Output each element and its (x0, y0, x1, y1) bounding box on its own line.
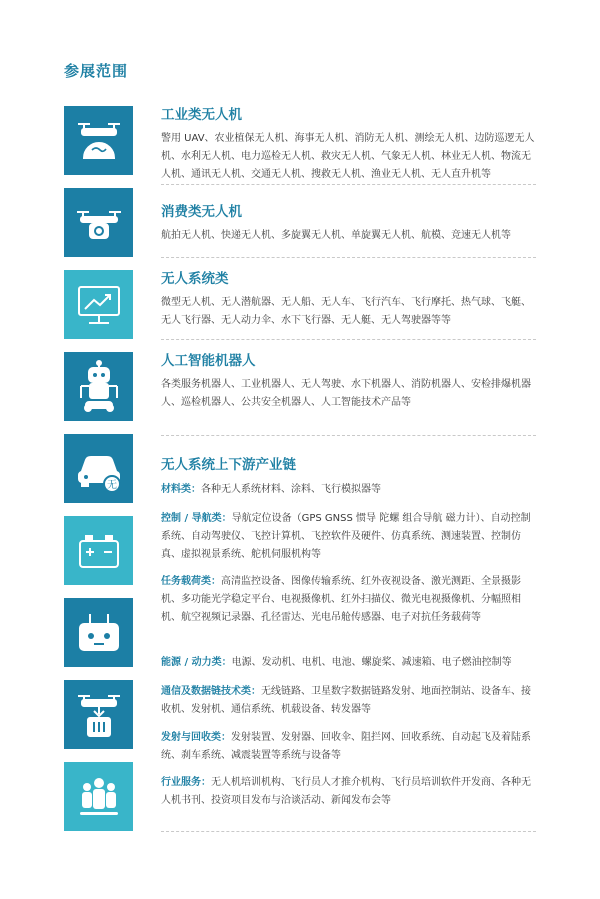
category-title: 消费类无人机 (161, 204, 242, 220)
category-title: 工业类无人机 (161, 107, 242, 123)
category-description: 警用 UAV、农业植保无人机、海事无人机、消防无人机、测绘无人机、边防巡逻无人机、水利无人机、电力巡检无人机、救灾无人机、气象无人机、林业无人机、物流无人机、通讯无人机、交通无人机、搜救无人机、渔业无人机、无人直升机等 (161, 133, 535, 180)
divider (161, 257, 536, 258)
chain-item-text: 各种无人系统材料、涂料、飞行模拟器等 (201, 484, 381, 495)
chain-item-text: 无线链路、卫星数字数据链路发射、地面控制站、设备车、接收机、发射机、通信系统、机载设备、转发器等 (161, 686, 531, 715)
category-industrial-drones (161, 106, 536, 184)
category-title: 无人系统类 (161, 271, 229, 287)
chain-item-power (161, 654, 536, 672)
divider (161, 184, 536, 185)
category-unmanned-systems (161, 270, 536, 330)
drone-camera-icon (64, 188, 133, 257)
chain-item-text: 发射装置、发射器、回收伞、阻拦网、回收系统、自动起飞及着陆系统、刹车系统、减震装置等系统与设备等 (161, 732, 531, 761)
chain-item-industry-services (161, 774, 536, 810)
category-industry-chain (161, 456, 536, 474)
robot-icon (64, 352, 133, 421)
chain-item-launch-recovery (161, 729, 536, 765)
monitor-chart-icon (64, 270, 133, 339)
svg-text:无: 无 (106, 479, 117, 491)
chain-item-text: 电源、发动机、电机、电池、螺旋桨、减速箱、电子燃油控制等 (231, 657, 512, 668)
chain-item-label: 能源 / 动力类： (161, 657, 232, 668)
controller-icon (64, 598, 133, 667)
category-title: 人工智能机器人 (161, 353, 256, 369)
category-title: 无人系统上下游产业链 (161, 457, 296, 473)
chain-item-label: 发射与回收类： (161, 732, 231, 743)
chain-item-communications (161, 683, 536, 719)
chain-item-payload (161, 573, 536, 627)
chain-item-label: 任务载荷类： (161, 576, 221, 587)
chain-item-label: 通信及数据链技术类： (161, 686, 261, 697)
chain-item-label: 材料类： (161, 484, 201, 495)
category-consumer-drones (161, 203, 536, 245)
chain-item-text: 高清监控设备、图像传输系统、红外夜视设备、激光测距、全景摄影机、多功能光学稳定平台、电视摄像机、红外扫描仪、微光电视摄像机、分幅照相机、航空视频记录器、孔径雷达、光电吊舱传感器、电子对抗任务载荷等 (161, 576, 521, 623)
divider (161, 339, 536, 340)
divider (161, 435, 536, 436)
chain-item-text: 无人机培训机构、飞行员人才推介机构、飞行员培训软件开发商、各种无人机书刊、投资项目发布与洽谈活动、新闻发布会等 (161, 777, 531, 806)
category-description: 微型无人机、无人潜航器、无人船、无人车、飞行汽车、飞行摩托、热气球、飞艇、无人飞行器、无人动力伞、水下飞行器、无人艇、无人驾驶器等等 (161, 297, 531, 326)
category-description: 各类服务机器人、工业机器人、无人驾驶、水下机器人、消防机器人、安检排爆机器人、巡检机器人、公共安全机器人、人工智能技术产品等 (161, 379, 531, 408)
drone-globe-icon (64, 106, 133, 175)
chain-item-materials (161, 481, 536, 499)
drone-delivery-icon (64, 680, 133, 749)
category-description: 航拍无人机、快递无人机、多旋翼无人机、单旋翼无人机、航模、竞速无人机等 (161, 230, 511, 241)
car-icon (64, 434, 133, 503)
category-ai-robots (161, 352, 536, 412)
chain-item-text: 导航定位设备（GPS GNSS 惯导 陀螺 组合导航 磁力计）、自动控制系统、自动驾驶仪、飞控计算机、飞控软件及硬件、仿真系统、测速装置、控制仿真、虚拟视景系统、舵机伺服机构等 (161, 513, 531, 560)
page-title: 参展范围 (64, 62, 129, 80)
battery-icon (64, 516, 133, 585)
people-icon (64, 762, 133, 831)
divider (161, 831, 536, 832)
chain-item-label: 控制 / 导航类： (161, 513, 232, 524)
chain-item-label: 行业服务： (161, 777, 211, 788)
chain-item-control-navigation (161, 510, 536, 564)
